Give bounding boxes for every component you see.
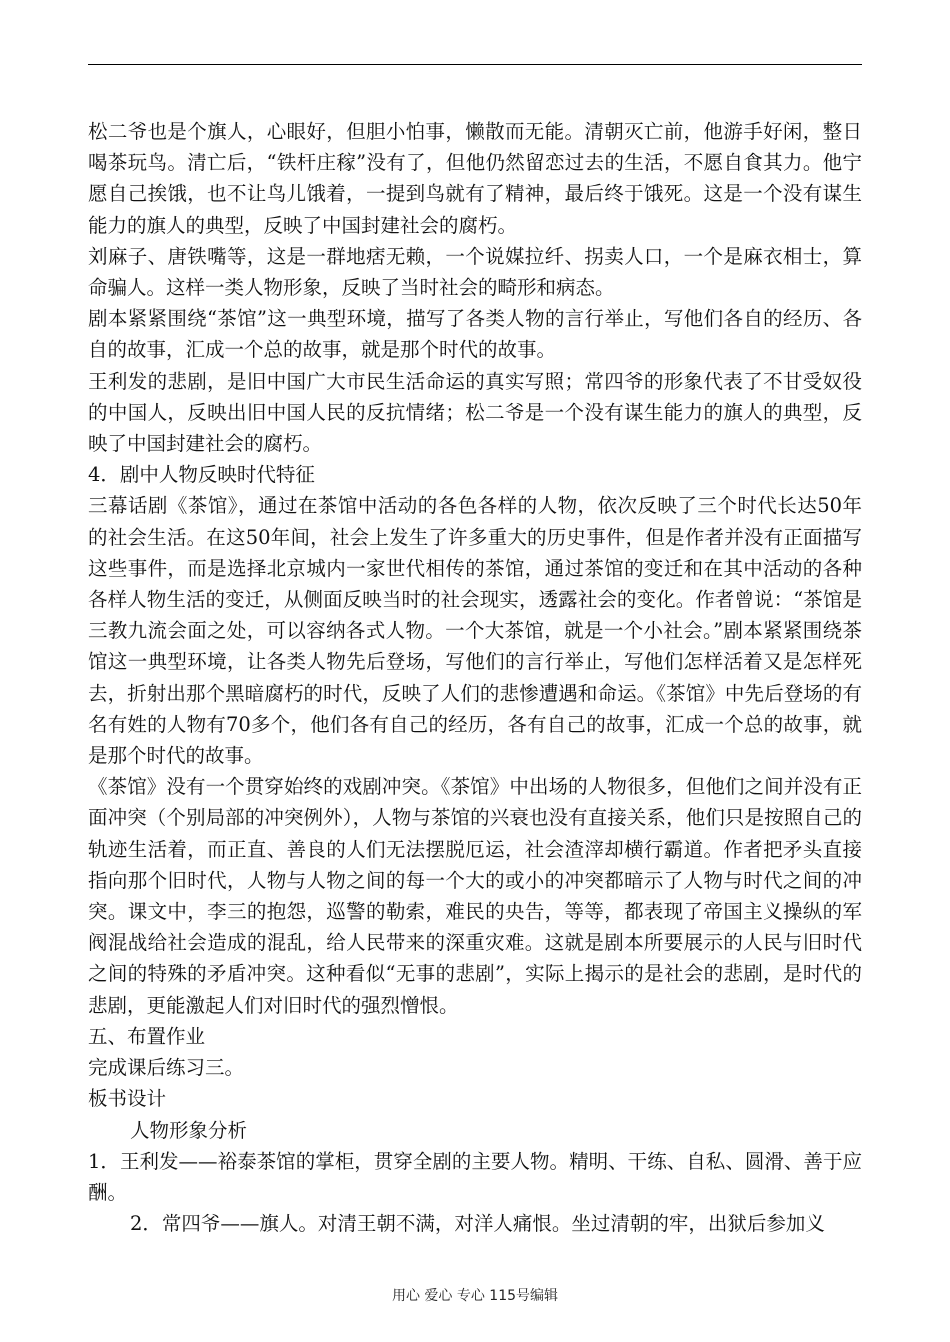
section-heading-homework: 五、布置作业 [88, 1024, 206, 1048]
paragraph-liu-mazi: 刘麻子、唐铁嘴等，这是一群地痞无赖，一个说媒拉纤、拐卖人口，一个是麻衣相士，算命骗人。这样一类人物形象，反映了当时社会的畸形和病态。 [88, 244, 862, 300]
paragraph-three-eras: 三幕话剧《茶馆》，通过在茶馆中活动的各色各样的人物，依次反映了三个时代长达50年的社会生活。在这50年间，社会上发生了许多重大的历史事件，但是作者并没有正面描写这些事件，而是选择北京城内一家世代相传的茶馆，通过茶馆的变迁和在其中活动的各种各样人物生活的变迁，从侧面反映当时的社会现实，透露社会的变化。作者曾说：“茶馆是三教九流会面之处，可以容纳各式人物。一个大茶馆，就是一个小社会。”剧本紧紧围绕茶馆这一典型环境，让各类人物先后登场，写他们的言行举止，写他们怎样活着又是怎样死去，折射出那个黑暗腐朽的时代，反映了人们的悲惨遭遇和命运。《茶馆》中先后登场的有名有姓的人物有70多个，他们各有自己的经历，各有自己的故事，汇成一个总的故事，就是那个时代的故事。 [88, 494, 862, 768]
paragraph-homework: 完成课后练习三。 [88, 1056, 245, 1080]
header-rule [88, 64, 862, 65]
paragraph-tragedy-summary: 王利发的悲剧，是旧中国广大市民生活命运的真实写照；常四爷的形象代表了不甘受奴役的中国人，反映出旧中国人民的反抗情绪；松二爷是一个没有谋生能力的旗人的典型，反映了中国封建社会的腐朽。 [88, 369, 862, 456]
section-heading-4: 4．剧中人物反映时代特征 [88, 463, 315, 487]
page-footer: 用心 爱心 专心 115号编辑 [391, 1288, 559, 1304]
item-wang-lifa: 1．王利发——裕泰茶馆的掌柜，贯穿全剧的主要人物。精明、干练、自私、圆滑、善于应酬。 [88, 1149, 862, 1204]
item-chang-si-ye: 2．常四爷——旗人。对清王朝不满，对洋人痛恨。坐过清朝的牢，出狱后参加义 [130, 1212, 825, 1236]
paragraph-conflict: 《茶馆》没有一个贯穿始终的戏剧冲突。《茶馆》中出场的人物很多，但他们之间并没有正面冲突（个别局部的冲突例外），人物与茶馆的兴衰也没有直接关系，他们只是按照自己的轨迹生活着，而正直、善良的人们无法摆脱厄运，社会渣滓却横行霸道。作者把矛头直接指向那个旧时代，人物与人物之间的每一个大的或小的冲突都暗示了人物与时代之间的冲突。课文中，李三的抱怨，巡警的勒索，难民的央告，等等，都表现了帝国主义操纵的军阀混战给社会造成的混乱，给人民带来的深重灾难。这就是剧本所要展示的人民与旧时代之间的特殊的矛盾冲突。这种看似“无事的悲剧”，实际上揭示的是社会的悲剧，是时代的悲剧，更能激起人们对旧时代的强烈憎恨。 [88, 775, 862, 1017]
document-body [88, 116, 862, 1239]
paragraph-environment: 剧本紧紧围绕“茶馆”这一典型环境，描写了各类人物的言行举止，写他们各自的经历、各自的故事，汇成一个总的故事，就是那个时代的故事。 [88, 307, 862, 362]
paragraph-song-er-ye: 松二爷也是个旗人，心眼好，但胆小怕事，懒散而无能。清朝灭亡前，他游手好闲，整日喝茶玩鸟。清亡后，“铁杆庄稼”没有了，但他仍然留恋过去的生活，不愿自食其力。他宁愿自己挨饿，也不让鸟儿饿着，一提到鸟就有了精神，最后终于饿死。这是一个没有谋生能力的旗人的典型，反映了中国封建社会的腐朽。 [88, 120, 862, 237]
section-heading-board-design: 板书设计 [88, 1087, 167, 1111]
subheading-character-analysis: 人物形象分析 [130, 1118, 248, 1142]
